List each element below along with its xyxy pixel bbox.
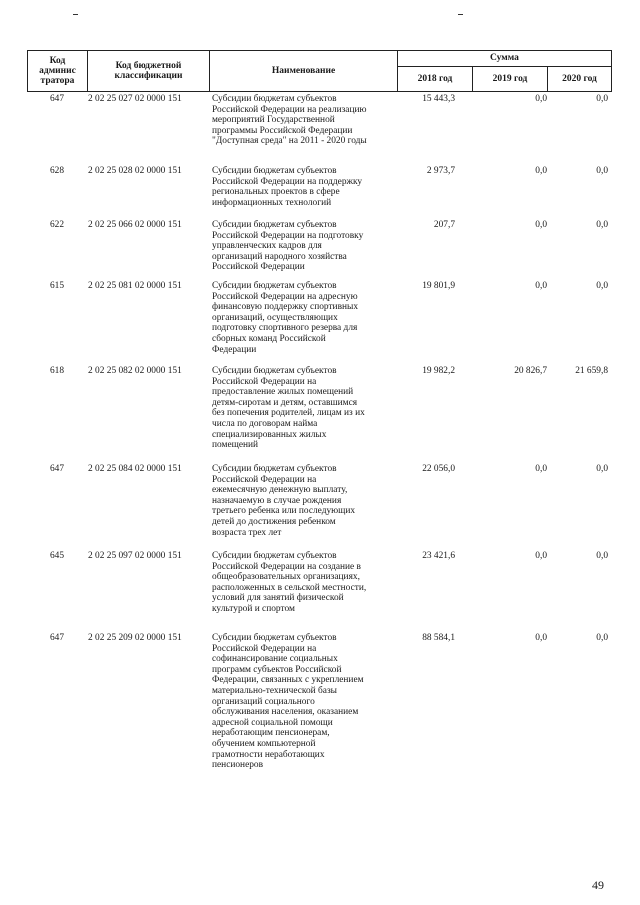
value-2018: 23 421,6 bbox=[422, 551, 455, 561]
value-2018: 15 443,3 bbox=[422, 94, 455, 104]
value-2020: 0,0 bbox=[596, 551, 608, 561]
budget-code: 2 02 25 081 02 0000 151 bbox=[88, 281, 182, 291]
value-2018: 207,7 bbox=[433, 220, 455, 230]
header-border-bottom bbox=[27, 91, 612, 92]
admin-code: 647 bbox=[49, 94, 65, 104]
budget-code: 2 02 25 066 02 0000 151 bbox=[88, 220, 182, 230]
header-budget-code: Код бюджетной классификации bbox=[114, 60, 183, 81]
value-2019: 0,0 bbox=[535, 464, 547, 474]
header-year-2018: 2018 год bbox=[417, 74, 453, 84]
table-header bbox=[27, 50, 612, 92]
value-2018: 2 973,7 bbox=[426, 166, 455, 176]
value-2019: 0,0 bbox=[535, 220, 547, 230]
value-2018: 19 982,2 bbox=[422, 366, 455, 376]
value-2019: 0,0 bbox=[535, 94, 547, 104]
row-name: Субсидии бюджетам субъектов Российской Федерации на ежемесячную денежную выплату, назначаемую в случае рождения третьего ребенка или последующих детей до достижения ребенком возраста трех лет bbox=[212, 464, 356, 538]
admin-code: 645 bbox=[49, 551, 65, 561]
budget-code: 2 02 25 028 02 0000 151 bbox=[88, 166, 182, 176]
header-admin: Код админис тратора bbox=[39, 55, 76, 86]
value-2018: 22 056,0 bbox=[422, 464, 455, 474]
value-2019: 0,0 bbox=[535, 551, 547, 561]
value-2020: 0,0 bbox=[596, 94, 608, 104]
header-sum: Сумма bbox=[490, 53, 519, 63]
value-2020: 0,0 bbox=[596, 281, 608, 291]
header-name: Наименование bbox=[271, 65, 336, 76]
row-name: Субсидии бюджетам субъектов Российской Федерации на создание в общеобразовательных организациях, расположенных в сельской местности, условий для занятий физической культурой и спортом bbox=[212, 551, 367, 614]
budget-code: 2 02 25 209 02 0000 151 bbox=[88, 633, 182, 643]
value-2020: 0,0 bbox=[596, 166, 608, 176]
row-name: Субсидии бюджетам субъектов Российской Федерации на предоставление жилых помещений детям-сиротам и детям, оставшимся без попечения родителей, лицам из их числа по договорам найма специализированных жилых помещений bbox=[212, 366, 365, 451]
admin-code: 618 bbox=[49, 366, 65, 376]
value-2019: 20 826,7 bbox=[514, 366, 547, 376]
row-name: Субсидии бюджетам субъектов Российской Федерации на адресную финансовую поддержку спортивных организаций, осуществляющих подготовку спортивного резерва для сборных команд Российской Федерации bbox=[212, 281, 359, 355]
budget-code: 2 02 25 027 02 0000 151 bbox=[88, 94, 182, 104]
budget-code: 2 02 25 084 02 0000 151 bbox=[88, 464, 182, 474]
top-right-mark bbox=[458, 14, 463, 15]
admin-code: 647 bbox=[49, 633, 65, 643]
value-2020: 21 659,8 bbox=[575, 366, 608, 376]
row-name: Субсидии бюджетам субъектов Российской Федерации на софинансирование социальных программ субъектов Российской Федерации, связанных с укреплением материально-технической базы организаций социального обслуживания населения, оказанием адресной социальной помощи неработающим пенсионерам, обучением компьютерной грамотности неработающих пенсионеров bbox=[212, 633, 364, 771]
page-number: 49 bbox=[592, 878, 604, 892]
header-border-right bbox=[611, 50, 612, 92]
value-2018: 88 584,1 bbox=[422, 633, 455, 643]
admin-code: 628 bbox=[49, 166, 65, 176]
value-2019: 0,0 bbox=[535, 166, 547, 176]
budget-code: 2 02 25 082 02 0000 151 bbox=[88, 366, 182, 376]
admin-code: 647 bbox=[49, 464, 65, 474]
header-year-2020: 2020 год bbox=[562, 74, 597, 84]
value-2019: 0,0 bbox=[535, 633, 547, 643]
row-name: Субсидии бюджетам субъектов Российской Федерации на поддержку региональных проектов в сфере информационных технологий bbox=[212, 166, 363, 208]
value-2020: 0,0 bbox=[596, 464, 608, 474]
admin-code: 622 bbox=[49, 220, 65, 230]
value-2020: 0,0 bbox=[596, 220, 608, 230]
value-2018: 19 801,9 bbox=[422, 281, 455, 291]
top-left-mark bbox=[73, 14, 78, 15]
budget-code: 2 02 25 097 02 0000 151 bbox=[88, 551, 182, 561]
value-2020: 0,0 bbox=[596, 633, 608, 643]
admin-code: 615 bbox=[49, 281, 65, 291]
row-name: Субсидии бюджетам субъектов Российской Федерации на реализацию мероприятий Государственной программы Российской Федерации "Доступная среда" на 2011 - 2020 годы bbox=[212, 94, 367, 147]
row-name: Субсидии бюджетам субъектов Российской Федерации на подготовку управленческих кадров для организаций народного хозяйства Российской Федерации bbox=[212, 220, 364, 273]
value-2019: 0,0 bbox=[535, 281, 547, 291]
header-year-2019: 2019 год bbox=[492, 74, 528, 84]
